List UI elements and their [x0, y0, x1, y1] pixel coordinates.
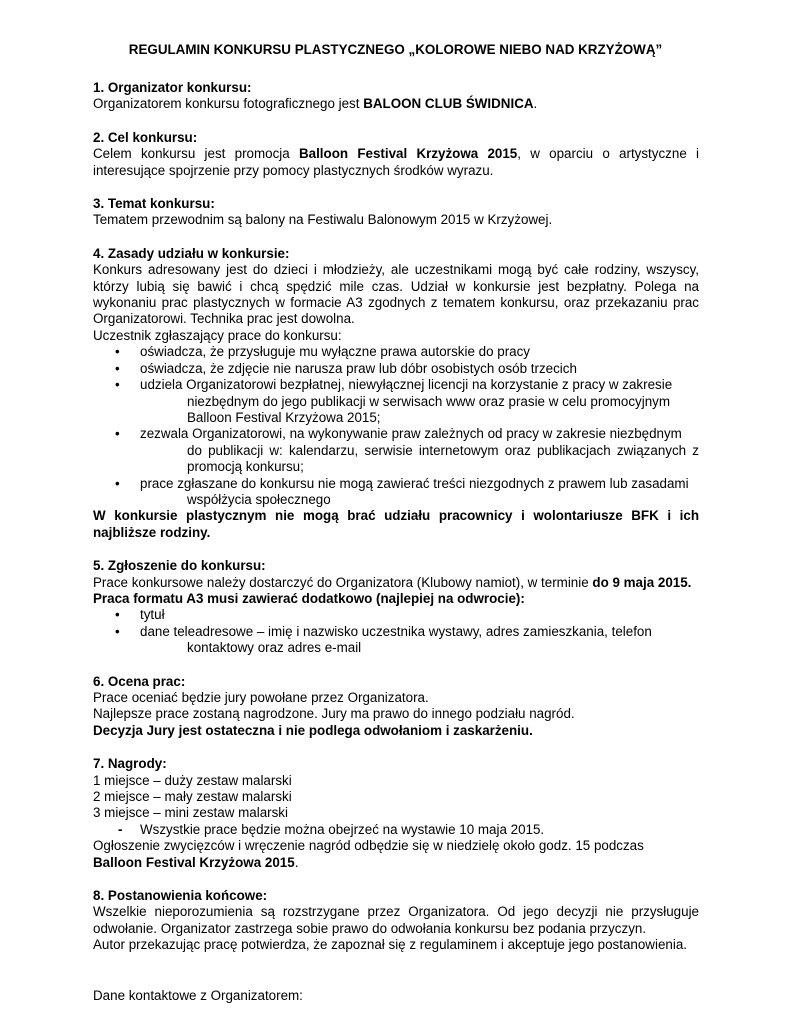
document-body	[93, 80, 699, 1004]
list-item-continuation: do publikacji w: kalendarzu, serwisie internetowym oraz publikacjach związanych z promocją konkursu;	[187, 442, 699, 475]
goal-line-2: interesujące spojrzenie przy pomocy plastycznych środków wyrazu.	[93, 162, 494, 178]
section-theme	[93, 196, 699, 229]
list-item	[93, 377, 699, 426]
text-span: Organizatorem konkursu fotograficznego jest	[93, 96, 364, 112]
list-item-text: dane teleadresowe – imię i nazwisko uczestnika wystawy, adres zamieszkania, telefon	[140, 623, 652, 639]
bullet-mark: •	[115, 623, 120, 639]
list-item-text: udziela Organizatorowi bezpłatnej, niewyłącznej licencji na korzystanie z pracy w zakresie	[140, 377, 673, 393]
list-item-text: oświadcza, że przysługuje mu wyłączne prawa autorskie do pracy	[140, 344, 530, 360]
list-item	[93, 426, 699, 475]
list-item	[93, 361, 699, 377]
organizer-text	[93, 96, 699, 112]
section-heading: 2. Cel konkursu:	[93, 129, 198, 145]
section-heading: 3. Temat konkursu:	[93, 196, 215, 212]
section-submission	[93, 558, 699, 656]
text-span: .	[294, 854, 299, 870]
text-span: Prace konkursowe należy dostarczyć do Organizatora (Klubowy namiot), w terminie	[93, 574, 593, 590]
bullet-mark: •	[115, 377, 120, 393]
goal-line-1	[93, 146, 699, 162]
list-item-text: prace zgłaszane do konkursu nie mogą zawierać treści niezgodnych z prawem lub zasadami	[140, 475, 689, 491]
rules-list	[93, 344, 699, 508]
section-heading: 6. Ocena prac:	[93, 673, 186, 689]
section-final-provisions	[93, 888, 699, 954]
rules-paragraph: Konkurs adresowany jest do dzieci i młodzieży, ale uczestnikami mogą być całe rodziny, wszyscy, którzy lubią się bawić i chcą spędzić mile czas. Udział w konkursie jest bezpłatny. Polega na wykonaniu prac plastycznych w formacie A3 zgodnych z tematem konkursu, oraz przekazaniu prac Organizatorowi. Technika prac jest dowolna.	[93, 262, 699, 327]
section-evaluation	[93, 674, 699, 740]
list-item	[93, 607, 699, 623]
exclusion-note: W konkursie plastycznym nie mogą brać udziału pracownicy i wolontariusze BFK i ich najbliższe rodziny.	[93, 508, 699, 540]
bullet-mark: •	[115, 475, 120, 491]
bullet-mark: •	[115, 607, 120, 623]
text-span: .	[533, 96, 538, 112]
list-item-continuation: kontaktowy oraz adres e-mail	[187, 640, 362, 656]
section-organizer	[93, 80, 699, 113]
section-prizes	[93, 756, 699, 871]
list-item-text: tytuł	[140, 607, 165, 623]
final-acceptance: Autor przekazując pracę potwierdza, że zapoznał się z regulaminem i akceptuje jego postanowienia.	[93, 937, 687, 953]
document-title: REGULAMIN KONKURSU PLASTYCZNEGO „KOLOROWE NIEBO NAD KRZYŻOWĄ”	[128, 42, 663, 57]
prize-2: 2 miejsce – mały zestaw malarski	[93, 789, 292, 805]
festival-name: Balloon Festival Krzyżowa 2015	[93, 854, 295, 870]
theme-text: Tematem przewodnim są balony na Festiwalu Balonowym 2015 w Krzyżowej.	[93, 212, 553, 228]
submission-list	[93, 607, 699, 656]
festival-name: Balloon Festival Krzyżowa 2015	[298, 146, 518, 162]
submission-deadline	[93, 575, 699, 591]
evaluation-line-2: Najlepsze prace zostaną nagrodzone. Jury ma prawo do innego podziału nagród.	[93, 706, 575, 722]
list-item-text: zezwala Organizatorowi, na wykonywanie praw zależnych od pracy w zakresie niezbędnym	[140, 426, 682, 442]
section-heading: 4. Zasady udziału w konkursie:	[93, 245, 290, 261]
announcement-line-2	[93, 855, 699, 871]
dash-mark: -	[118, 821, 123, 837]
prize-1: 1 miejsce – duży zestaw malarski	[93, 772, 292, 788]
list-item-text: oświadcza, że zdjęcie nie narusza praw lub dóbr osobistych osób trzecich	[140, 360, 577, 376]
list-item	[93, 476, 699, 509]
rules-intro: Uczestnik zgłaszający prace do konkursu:	[93, 327, 342, 343]
prize-3: 3 miejsce – mini zestaw malarski	[93, 805, 288, 821]
section-rules	[93, 246, 699, 541]
section-goal	[93, 130, 699, 179]
list-item	[93, 624, 699, 657]
section-heading: 8. Postanowienia końcowe:	[93, 888, 268, 904]
bullet-mark: •	[115, 426, 120, 442]
organizer-name: BALOON CLUB ŚWIDNICA	[363, 96, 534, 112]
text-span: , w oparciu o artystyczne i	[517, 146, 699, 162]
evaluation-line-3: Decyzja Jury jest ostateczna i nie podlega odwołaniom i zaskarżeniu.	[93, 722, 533, 738]
format-requirement: Praca formatu A3 musi zawierać dodatkowo (najlepiej na odwrocie):	[93, 590, 525, 606]
section-heading: 5. Zgłoszenie do konkursu:	[93, 558, 266, 574]
evaluation-line-1: Prace oceniać będzie jury powołane przez Organizatora.	[93, 690, 429, 705]
bullet-mark: •	[115, 344, 120, 360]
deadline-date: do 9 maja 2015.	[592, 574, 692, 590]
list-item-continuation: współżycia społecznego	[187, 491, 331, 507]
section-heading: 1. Organizator konkursu:	[93, 80, 252, 95]
final-paragraph: Wszelkie nieporozumienia są rozstrzygane przez Organizatora. Od jego decyzji nie przysługuje odwołanie. Organizator zastrzega sobie prawo do odwołania konkursu bez podania przyczyn.	[93, 904, 699, 936]
contact-heading: Dane kontaktowe z Organizatorem:	[93, 987, 303, 1003]
text-span: Celem konkursu jest promocja	[93, 146, 299, 162]
exhibition-note	[93, 822, 699, 838]
section-heading: 7. Nagrody:	[93, 756, 167, 772]
bullet-mark: •	[115, 360, 120, 376]
list-item-continuation: niezbędnym do jego publikacji w serwisach www oraz prasie w celu promocyjnym Balloon Festival Krzyżowa 2015;	[187, 393, 671, 425]
text-span: Wszystkie prace będzie można obejrzeć na wystawie 10 maja 2015.	[140, 821, 545, 837]
announcement-line-1: Ogłoszenie zwycięzców i wręczenie nagród odbędzie się w niedzielę około godz. 15 podczas	[93, 838, 644, 854]
list-item	[93, 344, 699, 360]
